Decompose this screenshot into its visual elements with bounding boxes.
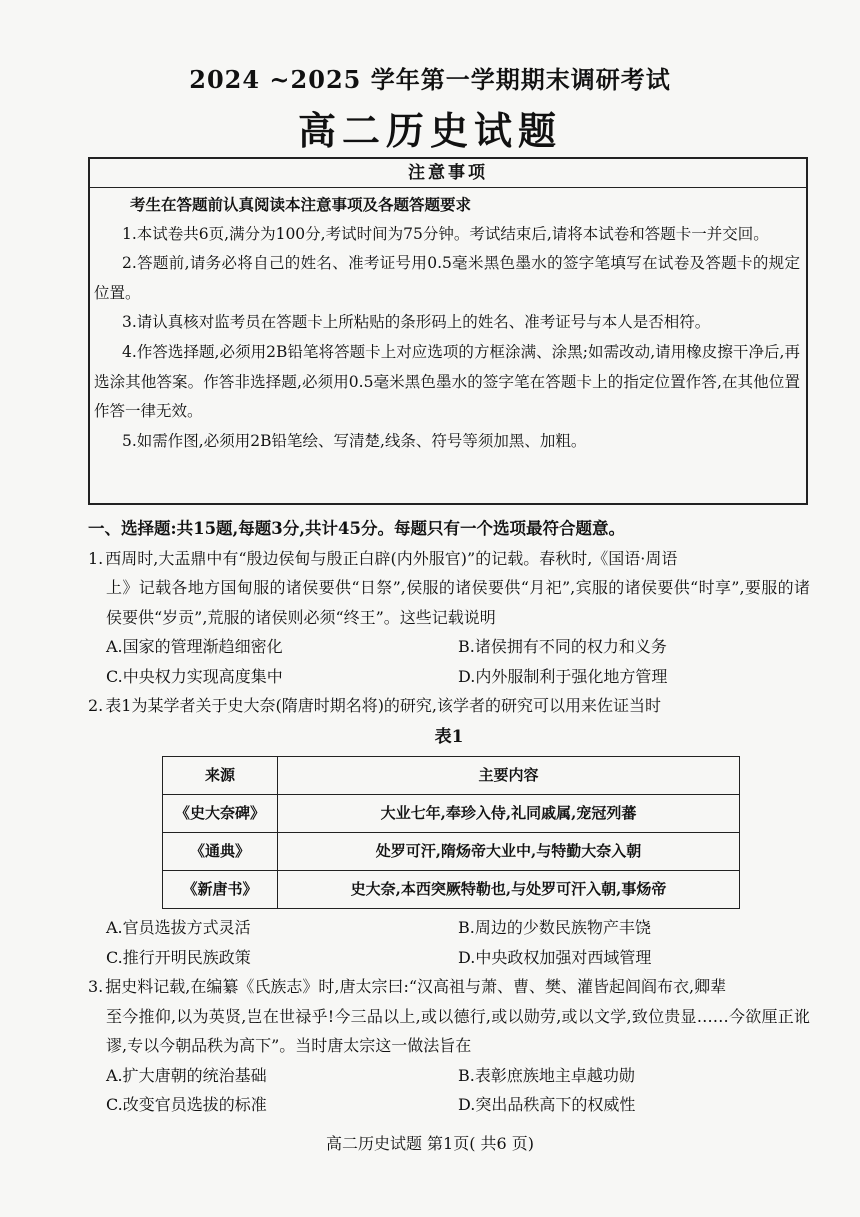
table-cell-content: 大业七年,奉珍入侍,礼同戚属,宠冠列蕃 bbox=[278, 795, 740, 833]
question-stem bbox=[88, 544, 810, 574]
question-2 bbox=[88, 691, 810, 972]
option-d[interactable]: D.突出品秩高下的权威性 bbox=[458, 1095, 636, 1114]
option-c[interactable]: C.改变官员选拔的标准 bbox=[106, 1095, 267, 1114]
question-stem-first: 表1为某学者关于史大奈(隋唐时期名将)的研究,该学者的研究可以用来佐证当时 bbox=[105, 696, 662, 715]
notice-item-5: 5.如需作图,必须用2B铅笔绘、写清楚,线条、符号等须加黑、加粗。 bbox=[122, 431, 587, 450]
source-table bbox=[162, 756, 740, 909]
table-row bbox=[163, 833, 740, 871]
option-b[interactable]: B.诸侯拥有不同的权力和义务 bbox=[458, 637, 667, 656]
question-stem bbox=[88, 691, 810, 721]
option-d[interactable]: D.内外服制利于强化地方管理 bbox=[458, 666, 668, 686]
option-c[interactable]: C.中央权力实现高度集中 bbox=[106, 666, 283, 686]
table-cell-source: 《史大奈碑》 bbox=[163, 795, 278, 833]
option-d[interactable]: D.中央政权加强对西域管理 bbox=[458, 947, 652, 967]
subject-title: 高二历史试题 bbox=[297, 108, 562, 153]
question-stem-first: 据史料记载,在编纂《氏族志》时,唐太宗曰:“汉高祖与萧、曹、樊、灌皆起闾阎布衣,卿辈 bbox=[105, 977, 727, 996]
page-footer: 高二历史试题 第1页( 共6 页) bbox=[325, 1134, 535, 1153]
question-number: 3. bbox=[88, 977, 104, 996]
table-cell-source: 《新唐书》 bbox=[163, 871, 278, 909]
question-stem-rest: 上》记载各地方国甸服的诸侯要供“日祭”,侯服的诸侯要供“月祀”,宾服的诸侯要供“时享”,要服的诸侯要供“岁贡”,荒服的诸侯则必须“终王”。这些记载说明 bbox=[106, 578, 810, 627]
table-header-source: 来源 bbox=[163, 757, 278, 795]
notice-body bbox=[90, 188, 806, 456]
options bbox=[88, 913, 810, 972]
exam-title: 2024 ~2025 学年第一学期期末调研考试 bbox=[189, 65, 671, 94]
question-number: 2. bbox=[88, 696, 104, 715]
option-b[interactable]: B.表彰庶族地主卓越功勋 bbox=[458, 1065, 635, 1085]
option-b[interactable]: B.周边的少数民族物产丰饶 bbox=[458, 918, 651, 937]
table-cell-content: 处罗可汗,隋炀帝大业中,与特勤大奈入朝 bbox=[278, 833, 740, 871]
notice-item-3: 3.请认真核对监考员在答题卡上所粘贴的条形码上的姓名、准考证号与本人是否相符。 bbox=[122, 313, 711, 332]
option-a[interactable]: A.官员选拔方式灵活 bbox=[106, 918, 251, 937]
question-1 bbox=[88, 544, 810, 692]
options bbox=[88, 632, 810, 691]
table-row bbox=[163, 795, 740, 833]
table-caption: 表1 bbox=[434, 726, 464, 747]
question-stem-rest: 至今推仰,以为英贤,岂在世禄乎!今三品以上,或以德行,或以勋劳,或以文学,致位贵显……今欲厘正讹谬,专以今朝品秩为高下”。当时唐太宗这一做法旨在 bbox=[106, 1006, 810, 1055]
option-a[interactable]: A.扩大唐朝的统治基础 bbox=[106, 1065, 267, 1085]
questions-area bbox=[88, 514, 810, 1120]
notice-item-4: 4.作答选择题,必须用2B铅笔将答题卡上对应选项的方框涂满、涂黑;如需改动,请用橡皮擦干净后,再选涂其他答案。作答非选择题,必须用0.5毫米黑色墨水的签字笔在答题卡上的指定位置作答,在其他位置作答一律无效。 bbox=[94, 342, 800, 421]
notice-box bbox=[88, 157, 808, 505]
table-cell-content: 史大奈,本西突厥特勒也,与处罗可汗入朝,事炀帝 bbox=[278, 871, 740, 909]
notice-title: 注意事项 bbox=[90, 159, 806, 188]
table-header-content: 主要内容 bbox=[278, 757, 740, 795]
question-stem bbox=[88, 972, 810, 1002]
section-heading: 一、选择题:共15题,每题3分,共计45分。每题只有一个选项最符合题意。 bbox=[88, 519, 625, 538]
table-header-row bbox=[163, 757, 740, 795]
option-a[interactable]: A.国家的管理渐趋细密化 bbox=[106, 637, 283, 656]
table-row bbox=[163, 871, 740, 909]
question-number: 1. bbox=[88, 548, 104, 568]
table-cell-source: 《通典》 bbox=[163, 833, 278, 871]
notice-item-1: 1.本试卷共6页,满分为100分,考试时间为75分钟。考试结束后,请将本试卷和答题卡一并交回。 bbox=[122, 224, 769, 243]
options bbox=[88, 1061, 810, 1120]
notice-item-2: 2.答题前,请务必将自己的姓名、准考证号用0.5毫米黑色墨水的签字笔填写在试卷及答题卡的规定位置。 bbox=[94, 254, 800, 302]
question-3 bbox=[88, 972, 810, 1120]
question-stem-first: 西周时,大盂鼎中有“殷边侯甸与殷正白辟(内外服官)”的记载。春秋时,《国语·周语 bbox=[105, 548, 678, 568]
notice-intro: 考生在答题前认真阅读本注意事项及各题答题要求 bbox=[130, 195, 472, 214]
option-c[interactable]: C.推行开明民族政策 bbox=[106, 947, 251, 967]
